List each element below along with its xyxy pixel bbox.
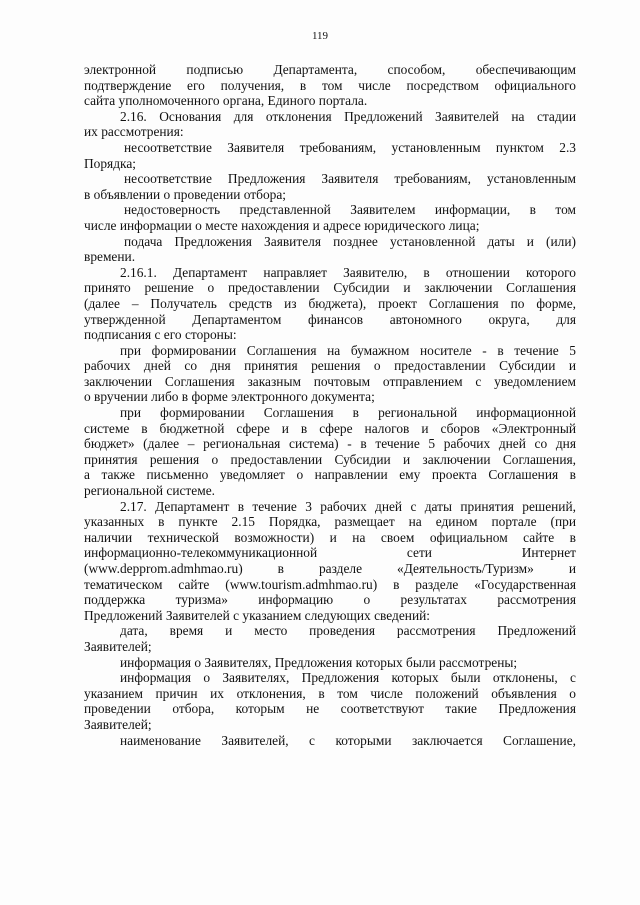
text-line: недостоверность представленной Заявителем информации, в том	[124, 202, 576, 218]
text-line: 2.17. Департамент в течение 3 рабочих дней с даты принятия решений,	[120, 498, 576, 514]
text-line: 2.16.1. Департамент направляет Заявителю, в отношении которого	[120, 264, 576, 280]
text-line: времени.	[84, 249, 136, 265]
text-line: о вручении либо в форме электронного документа;	[84, 389, 375, 405]
text-line: заключении Соглашения заказным почтовым отправлением с уведомлением	[84, 373, 576, 389]
text-line: Заявителей;	[84, 638, 152, 654]
document-body	[84, 62, 576, 748]
text-line: электронной подписью Департамента, способом, обеспечивающим	[84, 62, 576, 77]
text-line: в объявлении о проведении отбора;	[84, 186, 286, 202]
text-line: подача Предложения Заявителя позднее установленной даты и (или)	[124, 233, 576, 249]
text-line: указанием причин их отклонения, в том числе положений объявления о	[84, 685, 576, 701]
text-line: региональной системе.	[84, 483, 215, 499]
text-line: принятия решения о предоставлении Субсидии и заключении Соглашения,	[84, 451, 576, 467]
text-line: сайта уполномоченного органа, Единого портала.	[84, 93, 368, 109]
text-line: системе в бюджетной сфере и в сфере налогов и сборов «Электронный	[84, 420, 576, 436]
text-line: 2.16. Основания для отклонения Предложений Заявителей на стадии	[120, 108, 576, 124]
text-line: несоответствие Заявителя требованиям, установленным пунктом 2.3	[124, 139, 576, 155]
text-line: тематическом сайте (www.tourism.admhmao.ru) в разделе «Государственная	[84, 576, 576, 592]
text-line: подтверждение его получения, в том числе посредством официального	[84, 77, 576, 93]
text-line: Заявителей;	[84, 716, 152, 732]
text-line: информация о Заявителях, Предложения которых были рассмотрены;	[120, 654, 518, 670]
text-line: числе информации о месте нахождения и адресе юридического лица;	[84, 217, 480, 233]
text-line: (www.depprom.admhmao.ru) в разделе «Деятельность/Туризм» и	[84, 561, 576, 576]
text-line: проведении отбора, которым не соответствуют такие Предложения	[84, 701, 576, 717]
text-line: рабочих дней со дня принятия решения о предоставлении Субсидии и	[84, 358, 576, 374]
text-line: утвержденной Департаментом финансов автономного округа, для	[84, 311, 576, 327]
text-line: указанных в пункте 2.15 Порядка, размещает на едином портале (при	[84, 514, 576, 530]
text-line: принято решение о предоставлении Субсидии и заключении Соглашения	[84, 280, 576, 296]
text-line: (далее – Получатель средств из бюджета), проект Соглашения по форме,	[84, 295, 576, 311]
text-line: их рассмотрения:	[84, 124, 184, 140]
text-line: несоответствие Предложения Заявителя требованиям, установленным	[124, 171, 576, 187]
text-line: подписания с его стороны:	[84, 327, 237, 343]
text-line: наличии технической возможности) и на своем официальном сайте в	[84, 529, 576, 545]
text-line: поддержка туризма» информацию о результатах рассмотрения	[84, 592, 576, 608]
text-line: Предложений Заявителей с указанием следующих сведений:	[84, 607, 431, 623]
text-line: при формировании Соглашения в региональной информационной	[120, 405, 576, 421]
text-line: бюджет» (далее – региональная система) - в течение 5 рабочих дней со дня	[84, 436, 576, 452]
text-line: информационно-телекоммуникационной сети Интернет	[84, 545, 576, 561]
text-line: а также письменно уведомляет о направлении ему проекта Соглашения в	[84, 467, 576, 483]
text-line: информация о Заявителях, Предложения которых были отклонены, с	[120, 670, 576, 686]
text-line: дата, время и место проведения рассмотрения Предложений	[120, 623, 576, 639]
text-line: при формировании Соглашения на бумажном носителе - в течение 5	[120, 342, 576, 358]
text-line: наименование Заявителей, с которыми заключается Соглашение,	[120, 732, 576, 748]
text-line: Порядка;	[84, 155, 136, 171]
page-number: 119	[311, 30, 329, 42]
